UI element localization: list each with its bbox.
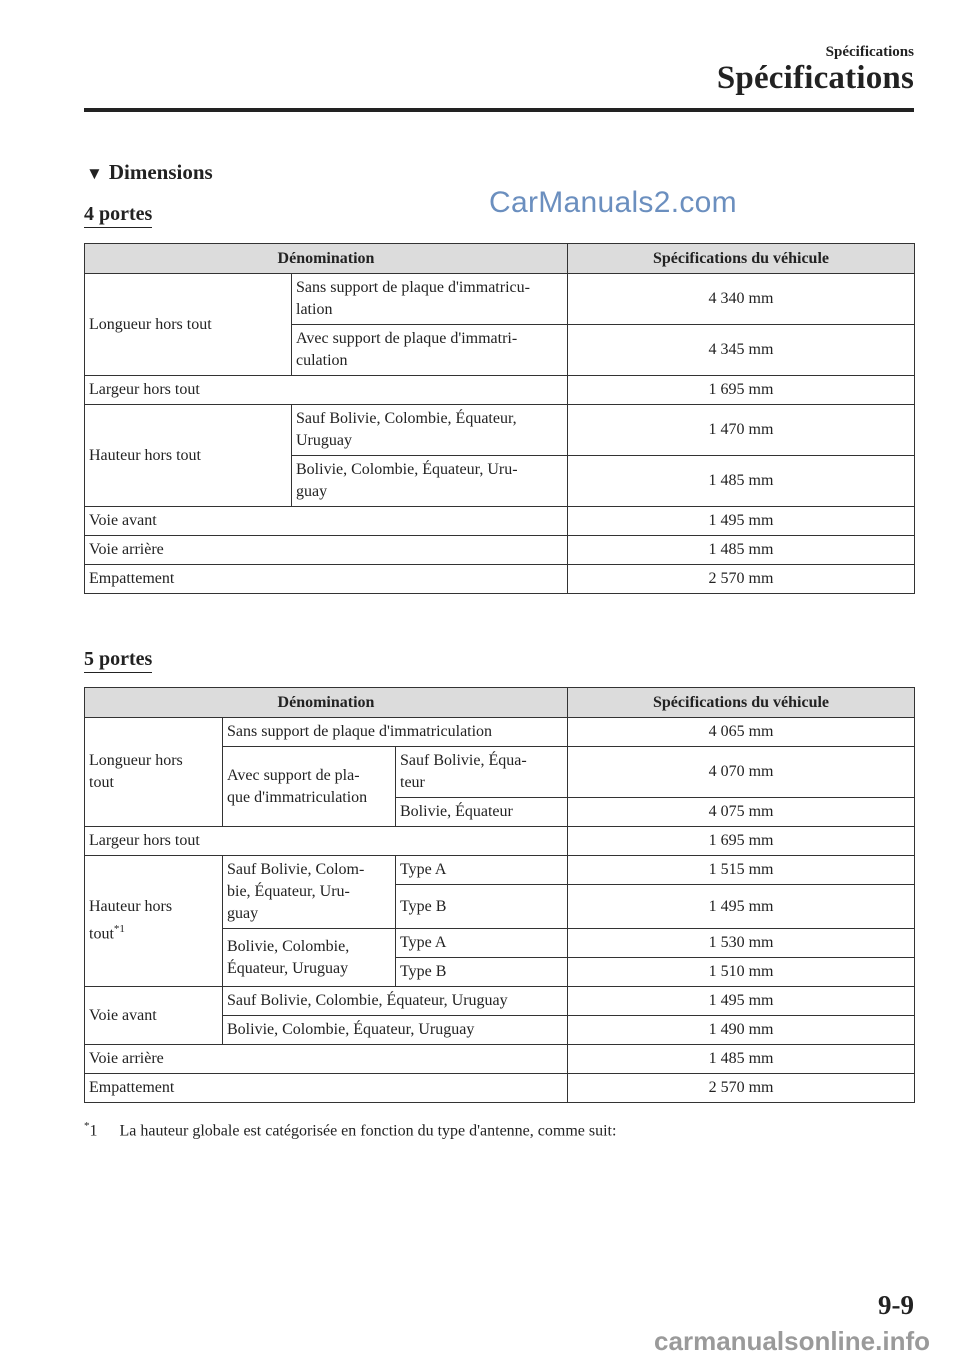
cell-length-a-value: 4 340 mm	[568, 274, 915, 325]
row-front-track: Voie avant	[85, 507, 568, 536]
row-height: Hauteur hors tout	[85, 405, 292, 507]
cell-front-b-value: 1 490 mm	[568, 1016, 915, 1045]
footnote-mark: *	[84, 1120, 90, 1132]
cell-rear-track-value: 1 485 mm	[568, 1045, 915, 1074]
cell-length-b: Avec support de plaque d'immatri- culation	[292, 325, 568, 376]
footnote-text: La hauteur globale est catégorisée en fonction du type d'antenne, comme suit:	[119, 1122, 617, 1140]
section-title	[86, 160, 213, 185]
footnote-ref: *1	[113, 923, 125, 936]
header-denomination: Dénomination	[85, 244, 568, 274]
section-title-text: Dimensions	[108, 160, 213, 184]
watermark: CarManuals2.com	[489, 186, 737, 219]
cell-length-b1: Sauf Bolivie, Équa- teur	[396, 747, 568, 798]
cell-wheelbase-value: 2 570 mm	[568, 565, 915, 594]
table-5-portes	[84, 687, 915, 1103]
row-rear-track: Voie arrière	[85, 536, 568, 565]
subheading-4-portes: 4 portes	[84, 203, 152, 228]
cell-front-a-value: 1 495 mm	[568, 987, 915, 1016]
cell-height-a-type-b: Type B	[396, 885, 568, 929]
header-section-small: Spécifications	[825, 44, 914, 60]
row-front-track: Voie avant	[85, 987, 223, 1045]
footnote-number: 1	[89, 1122, 98, 1140]
row-width: Largeur hors tout	[85, 376, 568, 405]
header-spec: Spécifications du véhicule	[568, 688, 915, 718]
cell-front-track-value: 1 495 mm	[568, 507, 915, 536]
header-section-title: Spécifications	[716, 60, 914, 96]
cell-height-b-type-a: Type A	[396, 929, 568, 958]
row-wheelbase: Empattement	[85, 1074, 568, 1103]
row-height-label: Hauteur hors tout	[89, 898, 173, 943]
row-rear-track: Voie arrière	[85, 1045, 568, 1074]
cell-rear-track-value: 1 485 mm	[568, 536, 915, 565]
table-4-portes	[84, 243, 915, 594]
row-length: Longueur hors tout	[85, 274, 292, 376]
cell-height-b-type-b: Type B	[396, 958, 568, 987]
cell-length-b2-value: 4 075 mm	[568, 798, 915, 827]
row-wheelbase: Empattement	[85, 565, 568, 594]
header-spec: Spécifications du véhicule	[568, 244, 915, 274]
cell-height-a-type-a-value: 1 515 mm	[568, 856, 915, 885]
triangle-down-icon: ▼	[86, 164, 103, 183]
footnote	[84, 1120, 616, 1140]
cell-wheelbase-value: 2 570 mm	[568, 1074, 915, 1103]
cell-height-a-type-b-value: 1 495 mm	[568, 885, 915, 929]
cell-height-b-type-b-value: 1 510 mm	[568, 958, 915, 987]
cell-height-a: Sauf Bolivie, Colom- bie, Équateur, Uru- guay	[223, 856, 396, 929]
cell-height-b: Bolivie, Colombie, Équateur, Uruguay	[223, 929, 396, 987]
header-rule	[84, 108, 914, 112]
site-watermark: carmanualsonline.info	[654, 1326, 930, 1356]
cell-width-value: 1 695 mm	[568, 827, 915, 856]
cell-width-value: 1 695 mm	[568, 376, 915, 405]
cell-height-b-type-a-value: 1 530 mm	[568, 929, 915, 958]
cell-length-b1-value: 4 070 mm	[568, 747, 915, 798]
cell-length-a: Sans support de plaque d'immatriculation	[223, 718, 568, 747]
header-denomination: Dénomination	[85, 688, 568, 718]
cell-length-a-value: 4 065 mm	[568, 718, 915, 747]
row-length: Longueur hors tout	[85, 718, 223, 827]
page-number: 9-9	[878, 1290, 914, 1320]
row-width: Largeur hors tout	[85, 827, 568, 856]
cell-length-b-value: 4 345 mm	[568, 325, 915, 376]
cell-height-a-value: 1 470 mm	[568, 405, 915, 456]
cell-length-a: Sans support de plaque d'immatricu- lation	[292, 274, 568, 325]
cell-height-a-type-a: Type A	[396, 856, 568, 885]
cell-length-b2: Bolivie, Équateur	[396, 798, 568, 827]
cell-front-b: Bolivie, Colombie, Équateur, Uruguay	[223, 1016, 568, 1045]
cell-front-a: Sauf Bolivie, Colombie, Équateur, Uruguay	[223, 987, 568, 1016]
cell-height-a: Sauf Bolivie, Colombie, Équateur, Uruguay	[292, 405, 568, 456]
cell-height-b: Bolivie, Colombie, Équateur, Uru- guay	[292, 456, 568, 507]
row-height	[85, 856, 223, 987]
cell-length-b: Avec support de pla- que d'immatriculation	[223, 747, 396, 827]
subheading-5-portes: 5 portes	[84, 648, 152, 673]
cell-height-b-value: 1 485 mm	[568, 456, 915, 507]
